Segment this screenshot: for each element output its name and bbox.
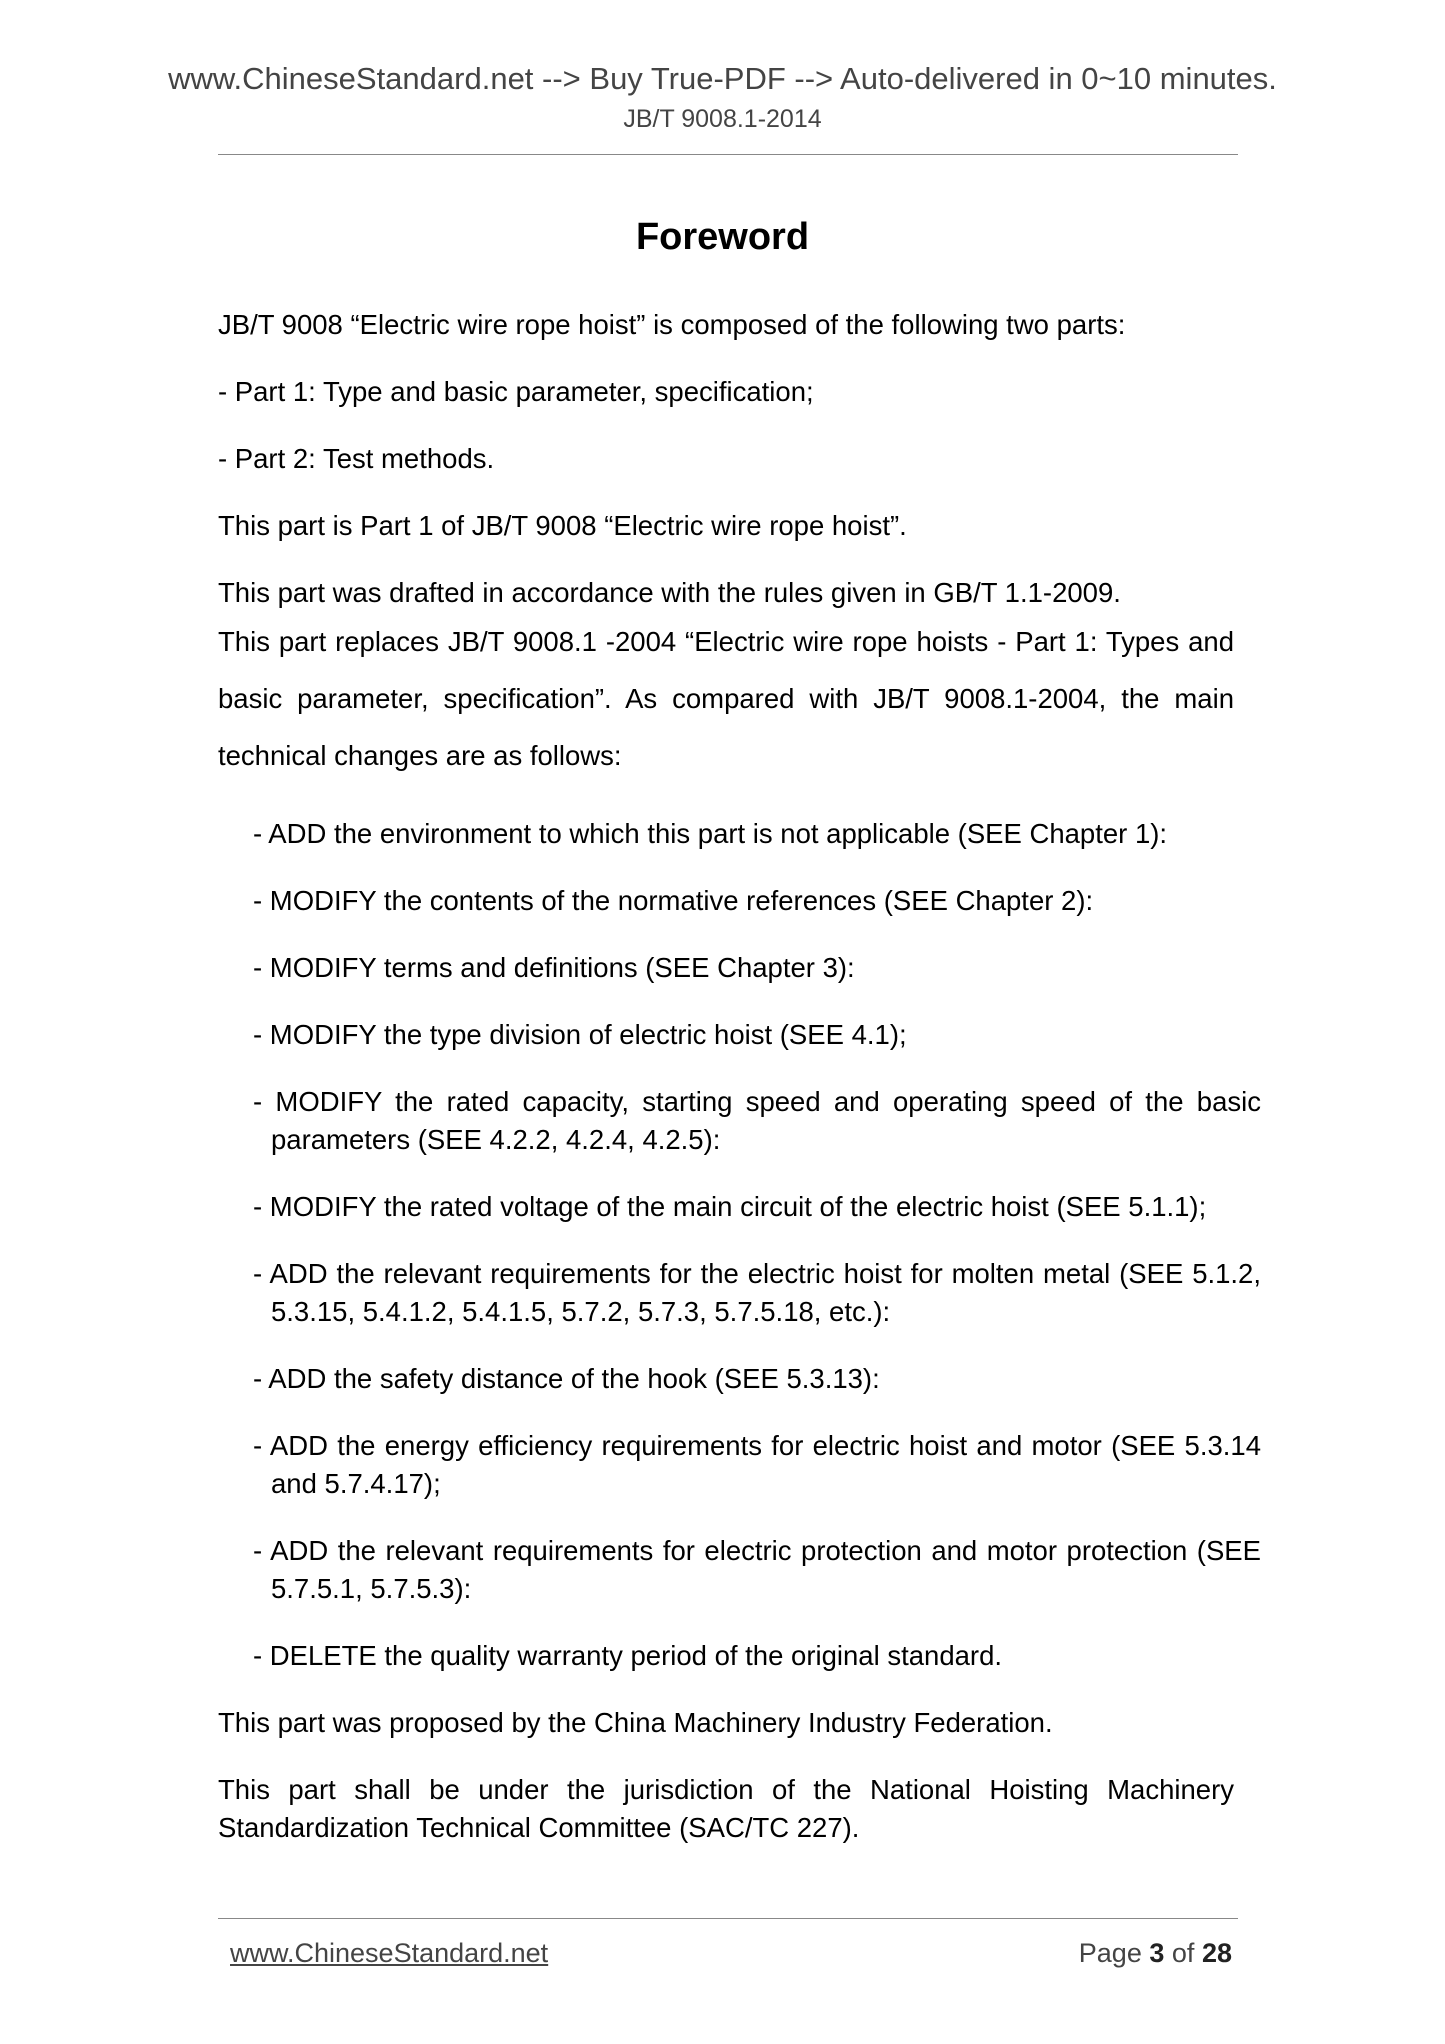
change-item: - MODIFY the rated voltage of the main circuit of the electric hoist (SEE 5.1.1); <box>253 1191 1207 1222</box>
part1-line: - Part 1: Type and basic parameter, specification; <box>218 376 814 407</box>
page-of: of <box>1171 1938 1195 1968</box>
change-item: - ADD the safety distance of the hook (SEE 5.3.13): <box>253 1363 880 1394</box>
header-divider <box>218 154 1238 155</box>
change-item: - ADD the relevant requirements for the electric hoist for molten metal (SEE 5.1.2, 5.3.15, 5.4.1.2, 5.4.1.5, 5.7.2, 5.7.3, 5.7.5.18, etc.): <box>253 1258 1261 1327</box>
this-part-paragraph: This part is Part 1 of JB/T 9008 “Electric wire rope hoist”. <box>218 510 907 541</box>
header-standard-code: JB/T 9008.1-2014 <box>623 105 822 133</box>
page-title: Foreword <box>635 216 810 258</box>
page-total: 28 <box>1201 1938 1232 1968</box>
change-item: - MODIFY the contents of the normative references (SEE Chapter 2): <box>253 885 1094 916</box>
change-item: - MODIFY the type division of electric hoist (SEE 4.1); <box>253 1019 907 1050</box>
replaces-paragraph: This part replaces JB/T 9008.1 -2004 “Electric wire rope hoists - Part 1: Types and basic parameter, specification”. As compared with JB/T 9008.1-2004, the main technical changes are as follows: <box>218 626 1234 771</box>
intro-paragraph: JB/T 9008 “Electric wire rope hoist” is composed of the following two parts: <box>218 309 1126 340</box>
footer-site-link[interactable]: www.ChineseStandard.net <box>230 1938 549 1968</box>
change-item: - DELETE the quality warranty period of the original standard. <box>253 1640 1002 1671</box>
part2-line: - Part 2: Test methods. <box>218 443 495 474</box>
proposed-paragraph: This part was proposed by the China Machinery Industry Federation. <box>218 1707 1053 1738</box>
change-item: - MODIFY the rated capacity, starting speed and operating speed of the basic parameters (SEE 4.2.2, 4.2.4, 4.2.5): <box>253 1086 1261 1155</box>
page-prefix: Page <box>1078 1938 1142 1968</box>
change-item: - ADD the energy efficiency requirements for electric hoist and motor (SEE 5.3.14 and 5.7.4.17); <box>253 1430 1261 1499</box>
jurisdiction-paragraph: This part shall be under the jurisdiction of the National Hoisting Machinery Standardization Technical Committee (SAC/TC 227). <box>218 1774 1234 1843</box>
change-item: - MODIFY terms and definitions (SEE Chapter 3): <box>253 952 855 983</box>
footer-divider <box>218 1918 1238 1919</box>
page-current: 3 <box>1149 1938 1165 1968</box>
change-item: - ADD the relevant requirements for electric protection and motor protection (SEE 5.7.5.1, 5.7.5.3): <box>253 1535 1261 1604</box>
change-item: - ADD the environment to which this part is not applicable (SEE Chapter 1): <box>253 818 1168 849</box>
drafted-paragraph: This part was drafted in accordance with the rules given in GB/T 1.1-2009. <box>218 577 1121 608</box>
header-banner: www.ChineseStandard.net --> Buy True-PDF --> Auto-delivered in 0~10 minutes. <box>168 61 1277 96</box>
page-number <box>1079 1936 1232 1970</box>
